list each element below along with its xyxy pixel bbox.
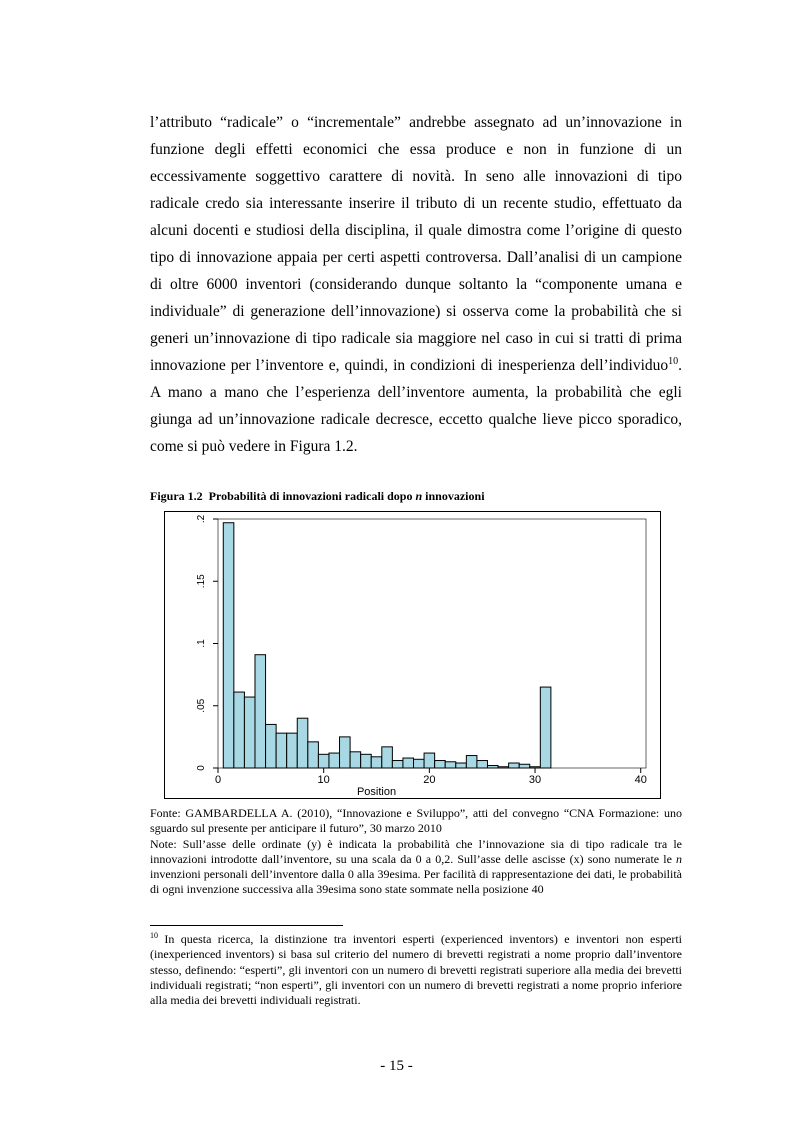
figure-chart [164,511,661,804]
histogram-bar [414,759,425,768]
histogram-bar [477,761,488,768]
x-tick-label: 30 [528,774,542,786]
histogram-bar [350,752,361,768]
y-tick-label: .05 [196,698,207,713]
y-tick-label: .2 [196,514,207,524]
histogram-bar [519,764,530,768]
histogram-chart [164,511,661,799]
histogram-bar [392,761,403,768]
footnote-separator [150,925,343,926]
y-tick-label: 0 [196,765,207,771]
histogram-bar [244,697,255,768]
histogram-bar [308,742,319,768]
x-tick-label: 40 [634,774,647,786]
plot-area [218,519,646,768]
histogram-bar [234,692,245,768]
figure-caption: Figura 1.2 Probabilità di innovazioni radicali dopo n innovazioni [150,489,485,503]
body-paragraph: l’attributo “radicale” o “incrementale” andrebbe assegnato ad un’innovazione in funzione degli effetti economici che essa produce e non in funzione di un eccessivamente soggettivo carattere di novità. In seno alle innovazioni di tipo radicale credo sia interessante inserire il tributo di un recente studio, effettuato da alcuni docenti e studiosi della disciplina, il quale dimostra come l’origine di questo tipo di innovazione appaia per certi aspetti controversa. Dall’analisi di un campione di oltre 6000 inventori (considerando dunque soltanto la “componente umana e individuale” di generazione dell’innovazione) si osserva come la probabilità che si generi un’innovazione di tipo radicale sia maggiore nel caso in cui si tratti di prima innovazione per l’inventore e, quindi, in condizioni di inesperienza dell’individuo$^{10}$. A mano a mano che l’esperienza dell’inventore aumenta, la probabilità che egli giunga ad un’innovazione radicale decresce, eccetto qualche lieve picco sporadico, come si può vedere in Figura 1.2. [150,114,682,455]
histogram-bar [424,753,435,768]
histogram-bar [255,655,266,768]
histogram-bar [297,718,308,768]
figure-source-note [150,806,682,898]
histogram-bar [340,737,351,768]
histogram-bar [287,733,298,768]
y-tick-label: .1 [196,639,207,648]
histogram-bar [223,523,234,768]
histogram-bar [382,747,393,768]
histogram-bar [361,754,372,768]
figure-note: Note: Sull’asse delle ordinate (y) è indicata la probabilità che l’innovazione sia di tipo radicale tra le innovazioni introdotte dall’inventore, su una scala da 0 a 0,2. Sull’asse delle ascisse (x) sono numerate le n invenzioni personali dell’inventore dalla 0 alla 39esima. Per facilità di rappresentazione dei dati, le probabilità di ogni invenzione successiva alla 39esima sono state sommate nella posizione 40 [150,836,682,897]
histogram-bar [435,761,446,768]
figure-source: Fonte: GAMBARDELLA A. (2010), “Innovazione e Sviluppo”, atti del convegno “CNA Formazione: uno sguardo sul presente per anticipare il futuro”, 30 marzo 2010 [150,806,682,836]
histogram-bar [509,763,520,768]
histogram-bar [466,756,477,768]
histogram-bar [318,754,329,768]
footnote-number: 10 [150,931,158,940]
histogram-bar [445,762,456,768]
page-number: - 15 - [380,1058,413,1074]
histogram-bar [540,687,551,768]
x-tick-label: 10 [317,774,330,786]
x-tick-label: 0 [214,774,222,786]
histogram-bar [266,724,277,768]
histogram-bar [329,753,340,768]
y-tick-label: .15 [196,574,207,589]
x-axis-title: Position [356,786,397,798]
histogram-bar [498,767,509,768]
histogram-bar [403,758,414,768]
footnote [150,932,682,1008]
footnote-text: In questa ricerca, la distinzione tra inventori esperti (experienced inventors) e inventori non esperti (inexperienced inventors) si basa sul criterio del numero di brevetti registrati a nome proprio dall’inventore stesso, definendo: “esperti”, gli inventori con un numero di brevetti registrati superiore alla media dei brevetti individuali registrati; “non esperti”, gli inventori con un numero di brevetti registrati a nome proprio inferiore alla media dei brevetti individuali registrati. [150,932,682,1008]
histogram-bar [276,733,287,768]
histogram-bar [530,767,541,768]
histogram-bar [487,766,498,768]
histogram-bar [456,763,467,768]
x-tick-label: 20 [423,774,436,786]
histogram-bar [371,757,382,768]
